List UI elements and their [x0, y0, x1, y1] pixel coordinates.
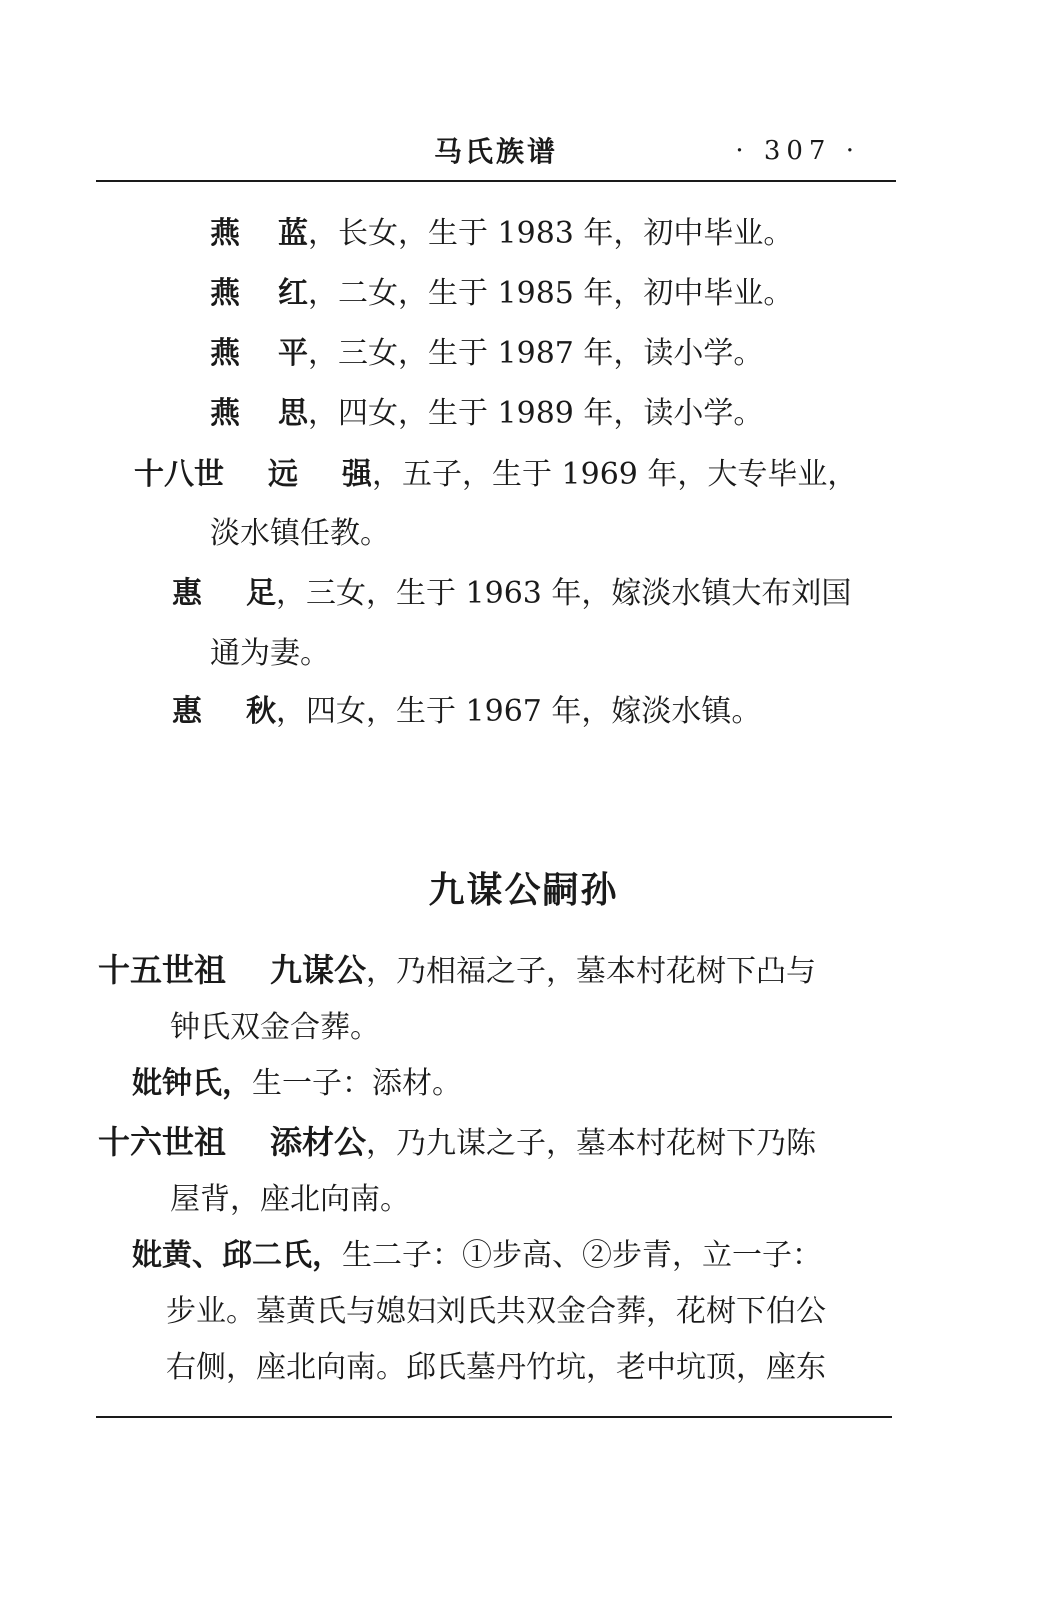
genealogy-entry	[172, 574, 851, 614]
genealogy-entry	[210, 334, 763, 374]
entry-generation: 十八世	[134, 457, 224, 492]
entry-continuation: 通为妻。	[210, 636, 330, 671]
entry-name-char: 秋	[246, 694, 276, 729]
entry-name-char: 燕	[210, 276, 240, 311]
entry-name-char: 蓝	[278, 216, 308, 251]
running-title: 马氏族谱	[433, 135, 558, 168]
entry-name-char: 惠	[172, 694, 202, 729]
entry-name-char: 足	[246, 576, 276, 611]
ancestor-name: 九谋公	[270, 951, 367, 989]
spouse-entry	[132, 1064, 462, 1104]
genealogy-entry	[210, 214, 793, 254]
genealogy-entry	[210, 394, 763, 434]
entry-continuation: 屋背，座北向南。	[170, 1182, 410, 1217]
entry-continuation: 淡水镇任教。	[210, 516, 390, 551]
spouse-name: 妣钟氏，	[132, 1066, 252, 1101]
ancestor-text: ，乃九谋之子，墓本村花树下乃陈	[366, 1126, 817, 1161]
ancestor-text: ，乃相福之子，墓本村花树下凸与	[366, 954, 817, 989]
entry-name-char: 平	[278, 336, 308, 371]
entry-name-char: 燕	[210, 336, 240, 371]
entry-continuation: 步业。墓黄氏与媳妇刘氏共双金合葬，花树下伯公	[166, 1294, 826, 1329]
footer-rule	[96, 1416, 892, 1418]
ancestor-entry	[98, 950, 816, 992]
entry-text: ，二女，生于 1985 年，初中毕业。	[308, 276, 794, 311]
entry-text: ，四女，生于 1989 年，读小学。	[308, 396, 764, 431]
genealogy-entry	[134, 455, 857, 495]
ancestor-name: 添材公	[270, 1123, 367, 1161]
entry-text: ，五子，生于 1969 年，大专毕业，	[372, 457, 858, 492]
entry-name-char: 强	[342, 457, 372, 492]
entry-continuation: 钟氏双金合葬。	[170, 1010, 380, 1045]
section-title: 九谋公嗣孙	[428, 870, 619, 911]
spouse-text: 生二子：①步高、②步青，立一子：	[342, 1238, 822, 1273]
page-header	[96, 128, 896, 180]
spouse-name: 妣黄、邱二氏，	[132, 1238, 342, 1273]
entry-text: ，长女，生于 1983 年，初中毕业。	[308, 216, 794, 251]
entry-name-char: 燕	[210, 216, 240, 251]
entry-name-char: 红	[278, 276, 308, 311]
spouse-entry	[132, 1236, 822, 1276]
header-rule	[96, 180, 896, 182]
entry-name-char: 远	[268, 457, 298, 492]
page-number: · 307 ·	[735, 136, 860, 166]
ancestor-entry	[98, 1122, 816, 1164]
ancestor-generation: 十六世祖	[98, 1123, 227, 1161]
entry-name-char: 惠	[172, 576, 202, 611]
genealogy-entry	[210, 274, 793, 314]
entry-text: ，三女，生于 1963 年，嫁淡水镇大布刘国	[276, 576, 852, 611]
entry-text: ，四女，生于 1967 年，嫁淡水镇。	[276, 694, 762, 729]
entry-name-char: 思	[278, 396, 308, 431]
ancestor-generation: 十五世祖	[98, 951, 227, 989]
entry-name-char: 燕	[210, 396, 240, 431]
entry-continuation: 右侧，座北向南。邱氏墓丹竹坑，老中坑顶，座东	[166, 1350, 826, 1385]
genealogy-entry	[172, 692, 761, 732]
entry-text: ，三女，生于 1987 年，读小学。	[308, 336, 764, 371]
spouse-text: 生一子：添材。	[252, 1066, 462, 1101]
